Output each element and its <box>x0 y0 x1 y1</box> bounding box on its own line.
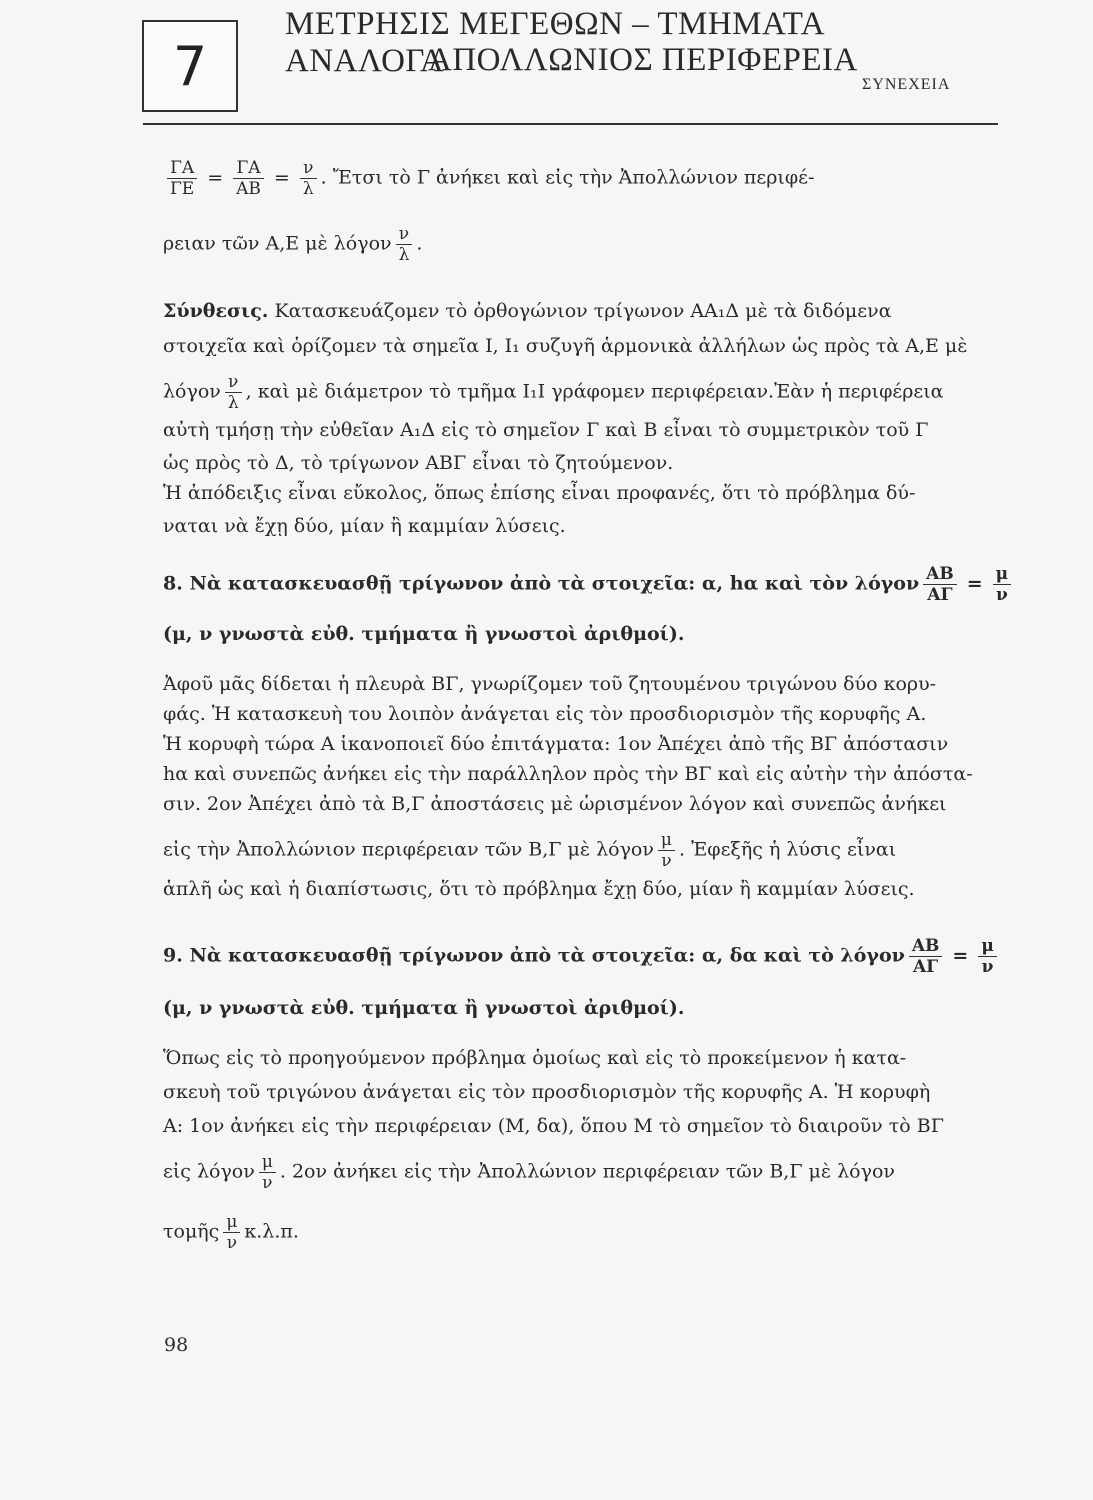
synthesis-line-4: αὐτὴ τμήσῃ τὴν εὐθεῖαν Α₁Δ εἰς τὸ σημεῖον Γ καὶ Β εἶναι τὸ συμμετρικὸν τοῦ Γ <box>163 419 929 441</box>
synthesis-line-6: Ἡ ἀπόδειξις εἶναι εὔκολος, ὅπως ἐπίσης εἶναι προφανές, ὅτι τὸ πρόβλημα δύ- <box>163 482 916 504</box>
problem9-line-5: τομῆς $\frac{\mu}{\nu}$ κ.λ.π. <box>163 1212 299 1253</box>
header-rule <box>143 123 998 125</box>
fraction: $\frac{\nu}{\lambda}$ <box>396 224 413 265</box>
fraction: $\frac{\mu}{\nu}$ <box>978 936 996 977</box>
fraction: $\frac{\nu}{\lambda}$ <box>225 372 242 413</box>
fraction: $\frac{\mu}{\nu}$ <box>658 830 675 871</box>
fraction: $\frac{\mu}{\nu}$ <box>993 564 1011 605</box>
chapter-title-line1: ΜΕΤΡΗΣΙΣ ΜΕΓΕΘΩΝ – ΤΜΗΜΑΤΑ ΑΝΑΛΟΓΑ <box>285 6 824 79</box>
fraction: $\frac{AB}{A\Gamma}$ <box>909 936 943 977</box>
problem9-line-3: Α: 1ον ἀνήκει εἰς τὴν περιφέρειαν (Μ, δα), ὅπου Μ τὸ σημεῖον τὸ διαιροῦν τὸ ΒΓ <box>163 1115 944 1137</box>
problem9-heading: 9. Νὰ κατασκευασθῇ τρίγωνον ἀπὸ τὰ στοιχεῖα: α, δα καὶ τὸ λόγον $\frac{AB}{A\Gamma}$ = $\frac{\mu}{\nu}$ <box>163 936 1013 977</box>
intro-line-1: $\frac{\Gamma A}{\Gamma E}$ = $\frac{\Gamma A}{AB}$ = $\frac{\nu}{\lambda}$ . Ἔτσι τὸ Γ ἀνήκει καὶ εἰς τὴν Ἀπολλώνιον περιφέ- <box>163 158 1013 199</box>
intro-line-2: ρειαν τῶν Α,Ε μὲ λόγον $\frac{\nu}{\lambda}$ . <box>163 224 423 265</box>
problem8-line-7: ἁπλῆ ὡς καὶ ἡ διαπίστωσις, ὅτι τὸ πρόβλημα ἔχῃ δύο, μίαν ἢ καμμίαν λύσεις. <box>163 878 915 900</box>
problem9-subheading: (μ, ν γνωστὰ εὐθ. τμήματα ἢ γνωστοὶ ἀριθμοί). <box>163 997 685 1019</box>
problem8-line-3: Ἡ κορυφὴ τώρα Α ἱκανοποιεῖ δύο ἐπιτάγματα: 1ον Ἀπέχει ἀπὸ τῆς ΒΓ ἀπόστασιν <box>163 733 949 755</box>
fraction: $\frac{\Gamma A}{AB}$ <box>233 158 264 199</box>
synthesis-line-5: ὡς πρὸς τὸ Δ, τὸ τρίγωνον ΑΒΓ εἶναι τὸ ζητούμενον. <box>163 452 674 474</box>
fraction: $\frac{\mu}{\nu}$ <box>259 1152 276 1193</box>
problem9-line-2: σκευὴ τοῦ τριγώνου ἀνάγεται εἰς τὸν προσδιορισμὸν τῆς κορυφῆς Α. Ἡ κορυφὴ <box>163 1081 931 1103</box>
synthesis-label: Σύνθεσις. <box>163 300 269 322</box>
problem8-subheading: (μ, ν γνωστὰ εὐθ. τμήματα ἢ γνωστοὶ ἀριθμοί). <box>163 623 685 645</box>
chapter-number-box <box>142 20 238 112</box>
problem9-line-1: Ὅπως εἰς τὸ προηγούμενον πρόβλημα ὁμοίως καὶ εἰς τὸ προκείμενον ἡ κατα- <box>163 1047 907 1069</box>
continued-label: ΣΥΝΕΧΕΙΑ <box>862 76 951 93</box>
synthesis-line-3: λόγον $\frac{\nu}{\lambda}$ , καὶ μὲ διάμετρον τὸ τμῆμα Ι₁Ι γράφομεν περιφέρειαν.Ἐὰν ἡ περιφέρεια <box>163 372 944 413</box>
page-number: 98 <box>164 1334 189 1356</box>
problem8-line-2: φάς. Ἡ κατασκευὴ του λοιπὸν ἀνάγεται εἰς τὸν προσδιορισμὸν τῆς κορυφῆς Α. <box>163 703 927 725</box>
fraction: $\frac{\mu}{\nu}$ <box>223 1212 240 1253</box>
problem9-line-4: εἰς λόγον $\frac{\mu}{\nu}$ . 2ον ἀνήκει εἰς τὴν Ἀπολλώνιον περιφέρειαν τῶν Β,Γ μὲ λόγον <box>163 1152 895 1193</box>
problem8-line-5: σιν. 2ον Ἀπέχει ἀπὸ τὰ Β,Γ ἀποστάσεις μὲ ὡρισμένον λόγον καὶ συνεπῶς ἀνήκει <box>163 793 947 815</box>
problem8-line-6: εἰς τὴν Ἀπολλώνιον περιφέρειαν τῶν Β,Γ μὲ λόγον $\frac{\mu}{\nu}$ . Ἐφεξῆς ἡ λύσις εἶναι <box>163 830 897 871</box>
fraction: $\frac{\nu}{\lambda}$ <box>300 158 317 199</box>
fraction: $\frac{AB}{A\Gamma}$ <box>923 564 957 605</box>
chapter-number: 7 <box>172 34 208 98</box>
synthesis-line-2: στοιχεῖα καὶ ὁρίζομεν τὰ σημεῖα Ι, Ι₁ συζυγῆ ἁρμονικὰ ἀλλήλων ὡς πρὸς τὰ Α,Ε μὲ <box>163 335 968 357</box>
fraction: $\frac{\Gamma A}{\Gamma E}$ <box>167 158 197 199</box>
problem8-line-1: Ἀφοῦ μᾶς δίδεται ἡ πλευρὰ ΒΓ, γνωρίζομεν τοῦ ζητουμένου τριγώνου δύο κορυ- <box>163 673 937 695</box>
chapter-title-line2: ΑΠΟΛΛΩΝΙΟΣ ΠΕΡΙΦΕΡΕΙΑ <box>428 42 858 78</box>
synthesis-line-7: ναται νὰ ἔχῃ δύο, μίαν ἢ καμμίαν λύσεις. <box>163 515 566 537</box>
synthesis-line-1: Σύνθεσις. Κατασκευάζομεν τὸ ὀρθογώνιον τρίγωνον ΑΑ₁Δ μὲ τὰ διδόμενα <box>163 300 892 322</box>
problem8-line-4: hα καὶ συνεπῶς ἀνήκει εἰς τὴν παράλληλον πρὸς τὴν ΒΓ καὶ εἰς αὐτὴν τὴν ἀπόστα- <box>163 763 973 785</box>
problem8-heading: 8. Νὰ κατασκευασθῇ τρίγωνον ἀπὸ τὰ στοιχεῖα: α, hα καὶ τὸν λόγον $\frac{AB}{A\Gamma}$ = $\frac{\mu}{\nu}$ <box>163 564 1013 605</box>
